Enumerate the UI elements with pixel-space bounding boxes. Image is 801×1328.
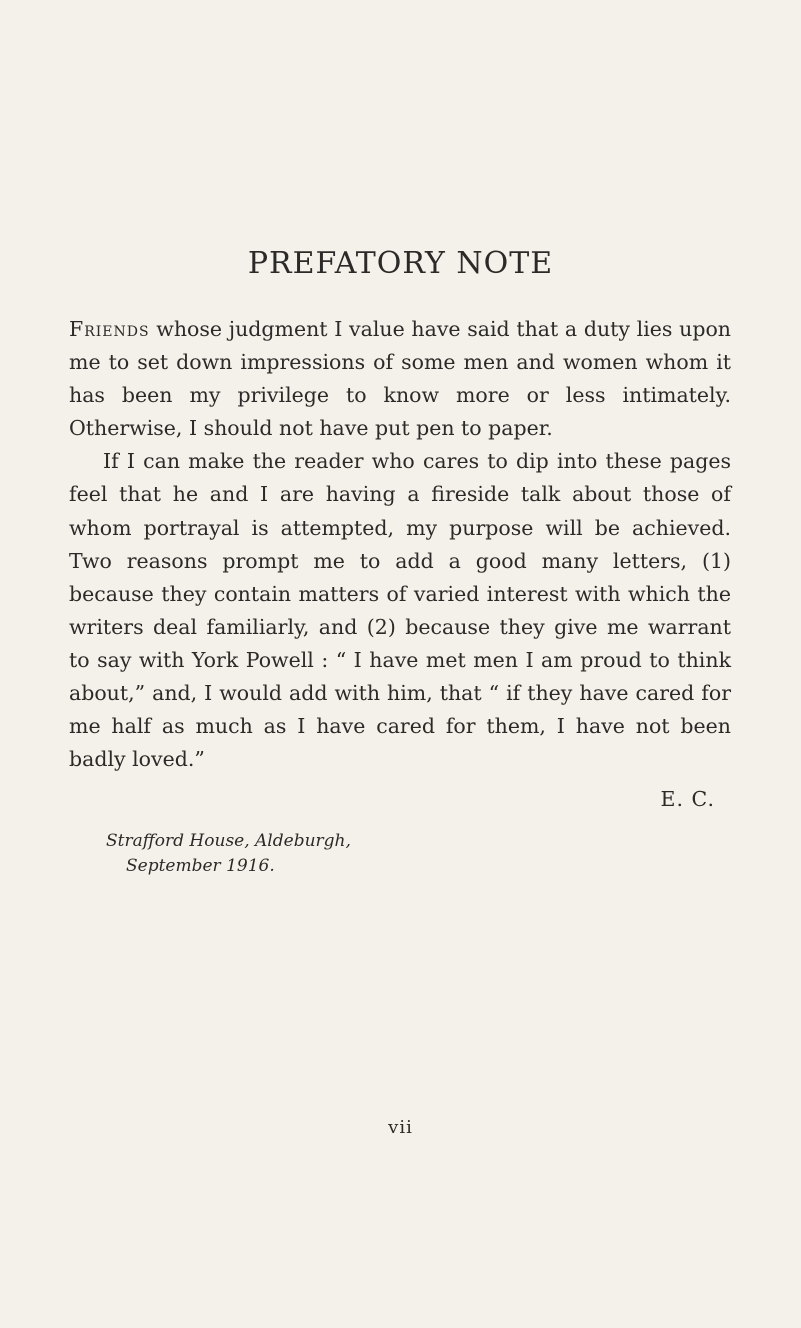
paragraph-1 [69,313,731,445]
place-and-date [106,829,351,879]
body-text [69,313,731,776]
paragraph-1-text: whose judgment I value have said that a duty lies upon me to set down impressions of some men and women whom it has been my privilege to know more or less intimately. Otherwise, I should not have put pen to paper. [69,317,731,441]
paragraph-1-lead-word: Friends [69,317,150,341]
page-title: PREFATORY NOTE [247,246,554,281]
date-line: September 1916. [126,856,275,876]
place-line: Strafford House, Aldeburgh, [106,831,351,851]
page-number: vii [388,1117,413,1138]
paragraph-2: If I can make the reader who cares to dip into these pages feel that he and I are having a fireside talk about those of whom portrayal is attempted, my purpose will be achieved. Two reasons prompt me to add a good many letters, (1) because they contain matters of varied interest with which the writers deal familiarly, and (2) because they give me warrant to say with York Powell : “ I have met men I am proud to think about,” and, I would add with him, that “ if they have cared for me half as much as I have cared for them, I have not been badly loved.” [69,449,731,772]
author-initials: E. C. [660,787,715,811]
